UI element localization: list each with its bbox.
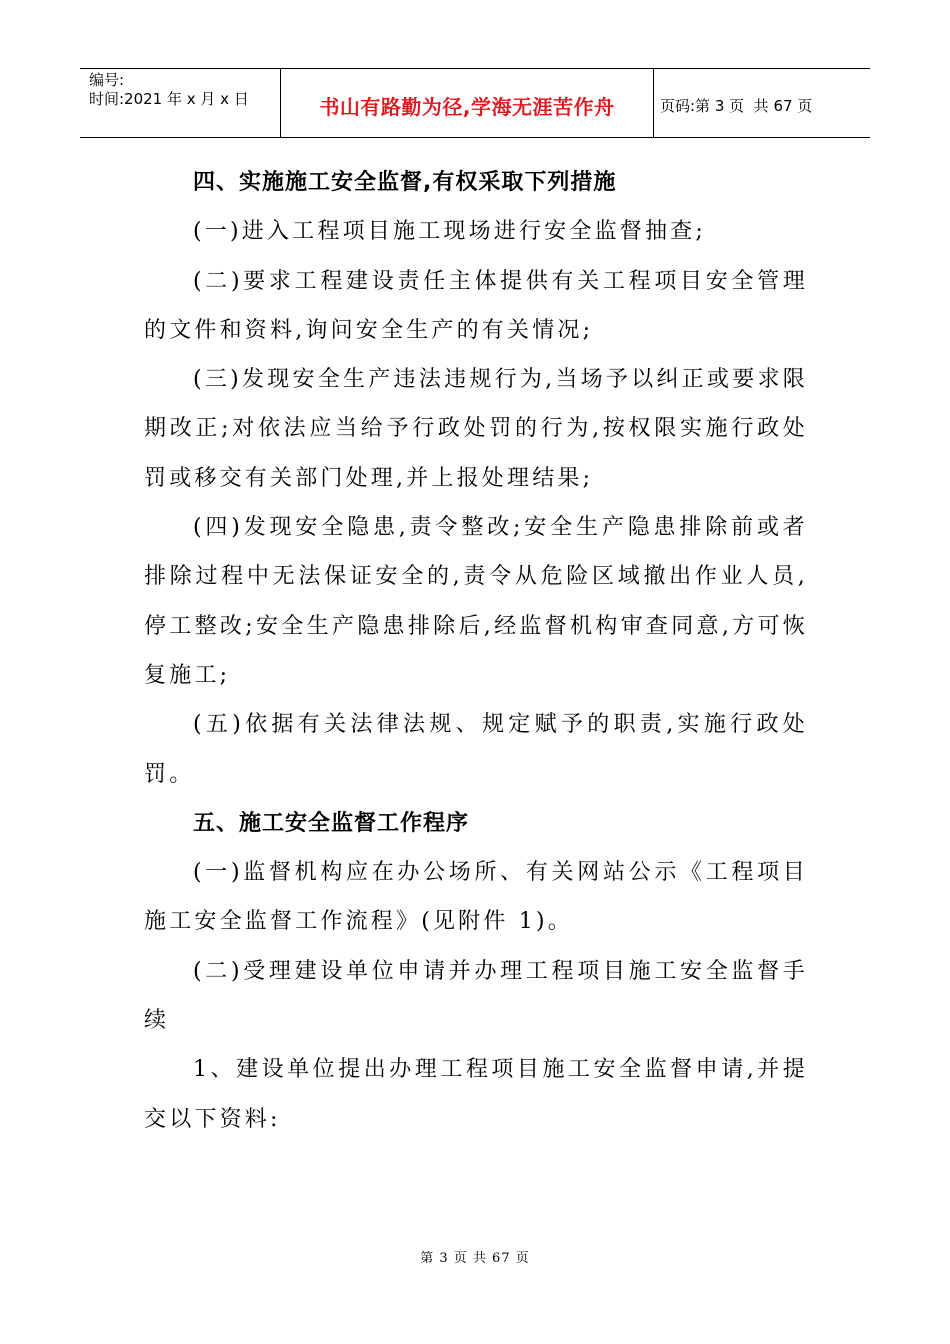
paragraph-4-3: (三)发现安全生产违法违规行为,当场予以纠正或要求限期改正;对依法应当给予行政处罚的行为,按权限实施行政处罚或移交有关部门处理,并上报处理结果; bbox=[144, 367, 808, 491]
header-meta-cell bbox=[80, 69, 281, 137]
header-page-label: 页码:第 3 页 共 67 页 bbox=[660, 96, 813, 115]
document-body bbox=[144, 158, 808, 1144]
header-motto: 书山有路勤为径,学海无涯苦作舟 bbox=[319, 94, 615, 119]
page-footer: 第 3 页 共 67 页 bbox=[420, 1251, 530, 1266]
header-motto-cell bbox=[281, 69, 654, 137]
paragraph-4-2: (二)要求工程建设责任主体提供有关工程项目安全管理的文件和资料,询问安全生产的有关情况; bbox=[144, 268, 808, 343]
paragraph-4-1: (一)进入工程项目施工现场进行安全监督抽查; bbox=[193, 219, 706, 245]
paragraph-5-2: (二)受理建设单位申请并办理工程项目施工安全监督手续 bbox=[144, 958, 808, 1034]
section-heading-4: 四、实施施工安全监督,有权采取下列措施 bbox=[193, 170, 617, 195]
paragraph-5-1: (一)监督机构应在办公场所、有关网站公示《工程项目施工安全监督工作流程》(见附件 1)。 bbox=[144, 860, 808, 935]
document-header bbox=[80, 68, 870, 138]
document-number-label: 编号: bbox=[89, 71, 125, 89]
paragraph-4-4: (四)发现安全隐患,责令整改;安全生产隐患排除前或者排除过程中无法保证安全的,责令从危险区域撤出作业人员,停工整改;安全生产隐患排除后,经监督机构审查同意,方可恢复施工; bbox=[144, 515, 808, 688]
document-time-label: 时间:2021 年 x 月 x 日 bbox=[89, 90, 249, 108]
header-page-cell bbox=[654, 69, 870, 137]
section-heading-5: 五、施工安全监督工作程序 bbox=[193, 810, 470, 836]
paragraph-5-3: 1、建设单位提出办理工程项目施工安全监督申请,并提交以下资料: bbox=[144, 1057, 808, 1132]
paragraph-4-5: (五)依据有关法律法规、规定赋予的职责,实施行政处罚。 bbox=[144, 712, 808, 787]
